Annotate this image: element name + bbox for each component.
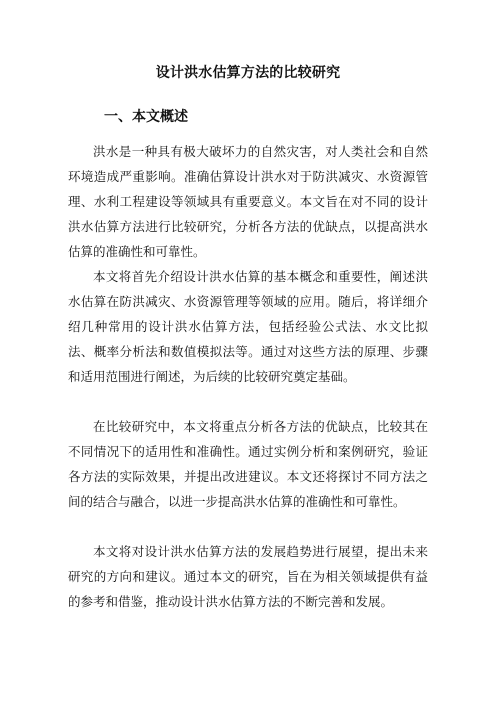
paragraph: 在比较研究中，本文将重点分析各方法的优缺点，比较其在不同情况下的适用性和准确性。通过实例分析和案例研究，验证各方法的实际效果，并提出改进建议。本文还将探讨不同方法之间的结合与融合，以进一步提高洪水估算的准确性和可靠性。 xyxy=(68,419,428,509)
document-title: 设计洪水估算方法的比较研究 xyxy=(155,65,341,81)
paragraph: 本文将对设计洪水估算方法的发展趋势进行展望，提出未来研究的方向和建议。通过本文的研究，旨在为相关领域提供有益的参考和借鉴，推动设计洪水估算方法的不断完善和发展。 xyxy=(68,544,428,609)
paragraph: 洪水是一种具有极大破坏力的自然灾害，对人类社会和自然环境造成严重影响。准确估算设计洪水对于防洪减灾、水资源管理、水利工程建设等领域具有重要意义。本文旨在对不同的设计洪水估算方法进行比较研究，分析各方法的优缺点，以提高洪水估算的准确性和可靠性。 xyxy=(68,144,428,259)
section-heading: 一、本文概述 xyxy=(104,109,188,125)
paragraph: 本文将首先介绍设计洪水估算的基本概念和重要性，阐述洪水估算在防洪减灾、水资源管理等领域的应用。随后，将详细介绍几种常用的设计洪水估算方法，包括经验公式法、水文比拟法、概率分析法和数值模拟法等。通过对这些方法的原理、步骤和适用范围进行阐述，为后续的比较研究奠定基础。 xyxy=(68,269,428,384)
